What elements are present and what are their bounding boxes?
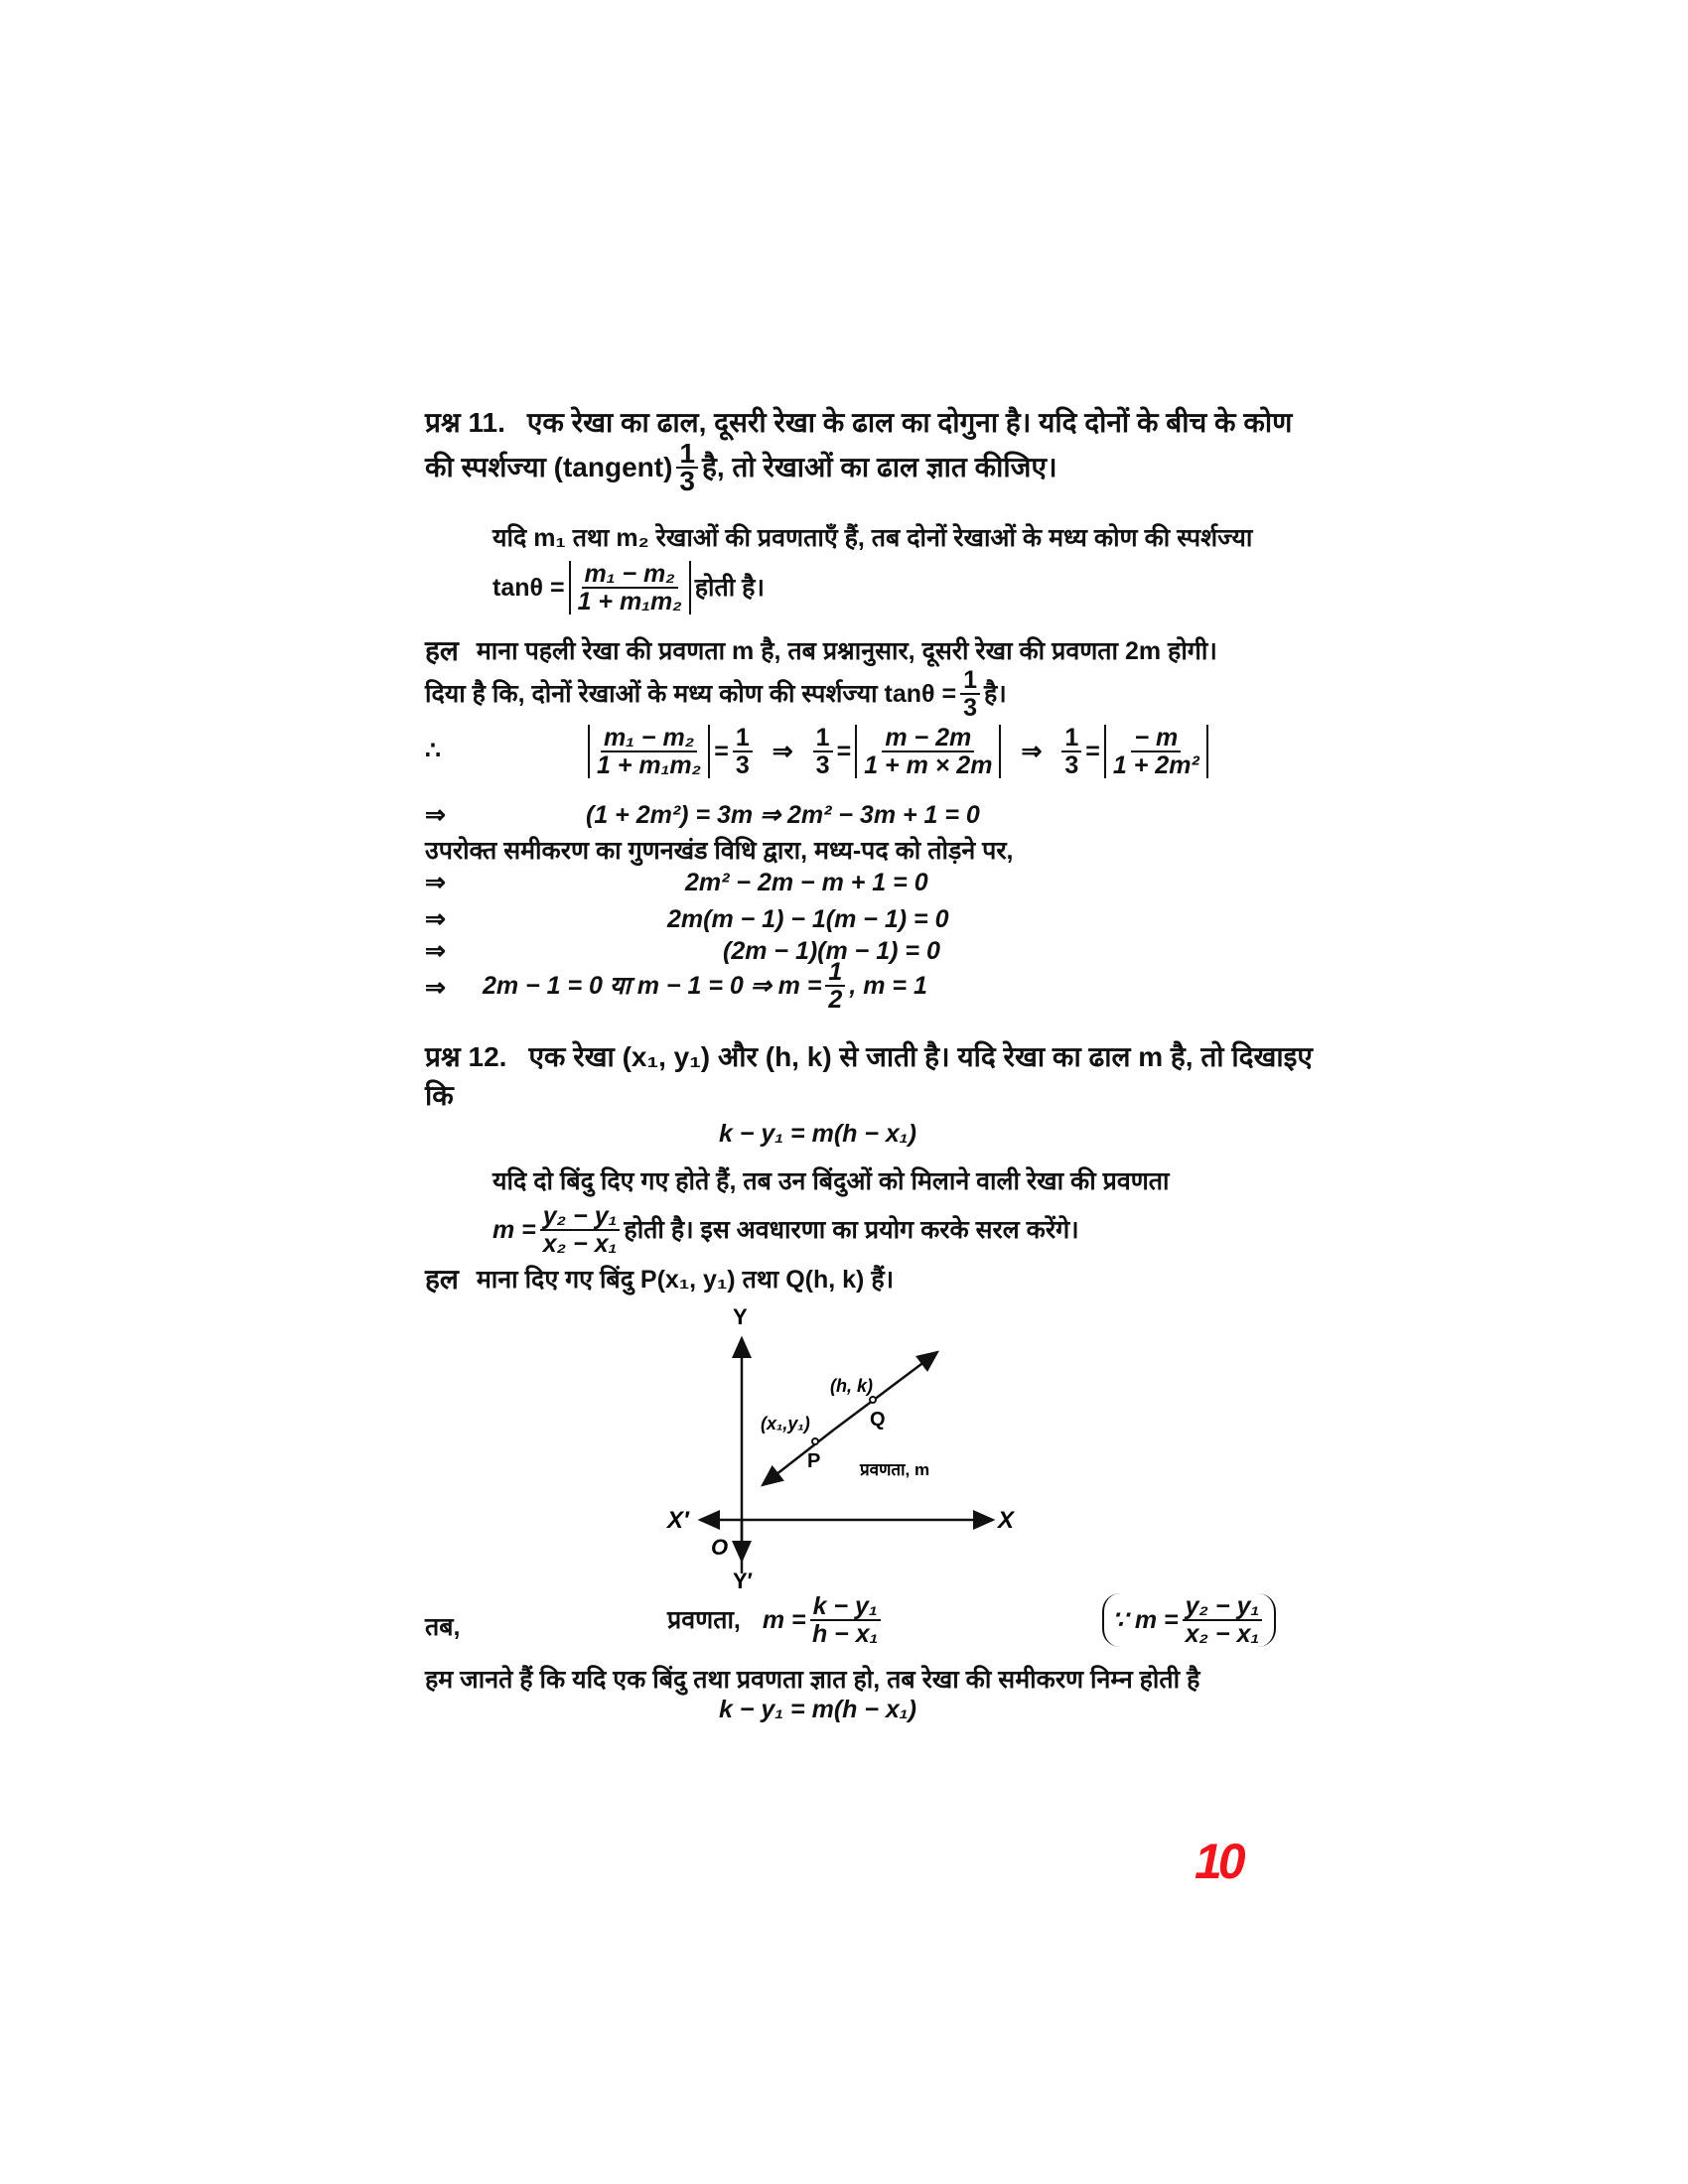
- denominator: 3: [815, 751, 830, 779]
- numerator: 1: [733, 725, 753, 752]
- slope-equation: [667, 1593, 885, 1647]
- fraction: [1061, 725, 1081, 778]
- fraction: [676, 438, 698, 496]
- origin-label: O: [711, 1535, 729, 1560]
- numerator: y₂ − y₁: [540, 1203, 621, 1231]
- m-equals: m =: [762, 1606, 806, 1634]
- step-arrow: ⇒: [425, 974, 446, 1002]
- final-answer: [483, 959, 927, 1013]
- solution-11-line-2: [425, 667, 1007, 721]
- equation-1: [584, 725, 1212, 778]
- denominator: 3: [1064, 751, 1079, 779]
- equals: =: [714, 738, 729, 765]
- fraction: [813, 725, 833, 778]
- note-11-formula: [492, 561, 765, 614]
- denominator: 1 + m₁m₂: [577, 588, 682, 615]
- fraction: [960, 667, 980, 721]
- abs-value: [569, 561, 691, 614]
- numerator: 1: [960, 667, 980, 695]
- p-label: P: [807, 1450, 821, 1472]
- solution-label: हल: [425, 635, 459, 666]
- question-12-line-2: कि: [425, 1080, 454, 1111]
- fraction: [1183, 1593, 1263, 1647]
- implies: ⇒: [772, 738, 793, 765]
- because-note: [1102, 1593, 1276, 1647]
- question-11-text: एक रेखा का ढाल, दूसरी रेखा के ढाल का दोगुना है। यदि दोनों के बीच के कोण: [526, 407, 1293, 438]
- note-12-formula: [492, 1203, 1079, 1257]
- step-equation: 2m² − 2m − m + 1 = 0: [685, 869, 928, 896]
- equals: =: [1085, 738, 1100, 765]
- numerator: m₁ − m₂: [601, 725, 697, 752]
- numerator: y₂ − y₁: [1183, 1593, 1263, 1621]
- numerator: 1: [813, 725, 833, 752]
- step-equation: (2m − 1)(m − 1) = 0: [723, 937, 940, 965]
- numerator: m − 2m: [882, 725, 974, 752]
- step-arrow: ⇒: [425, 905, 446, 933]
- numerator: k − y₁: [810, 1593, 881, 1621]
- question-12-text: एक रेखा (x₁, y₁) और (h, k) से जाती है। यदि रेखा का ढाल m है, तो दिखाइए: [528, 1041, 1313, 1072]
- denominator: h − x₁: [811, 1620, 879, 1648]
- denominator: x₂ − x₁: [542, 1230, 618, 1258]
- step-equation: 2m(m − 1) − 1(m − 1) = 0: [667, 905, 949, 933]
- question-11-line-1: [425, 407, 1292, 439]
- note-tail: होती है।: [694, 574, 765, 602]
- question-12-line-1: [425, 1041, 1313, 1073]
- abs-value: [588, 725, 710, 778]
- page-number: 10: [1195, 1834, 1242, 1889]
- final-text: 2m − 1 = 0 या m − 1 = 0 ⇒ m =: [483, 972, 822, 1000]
- coordinate-diagram: [645, 1300, 1062, 1598]
- denominator: 3: [735, 751, 750, 779]
- parenthesis: [1102, 1593, 1276, 1647]
- denominator: 3: [679, 466, 695, 496]
- y-label: Y: [733, 1304, 748, 1329]
- final-text-2: , m = 1: [849, 972, 927, 1000]
- x-label: X: [998, 1507, 1015, 1534]
- because-text: ∵ m =: [1112, 1606, 1179, 1634]
- numerator: m₁ − m₂: [582, 561, 678, 589]
- m-equals: m =: [492, 1216, 536, 1244]
- q-coordinates: (h, k): [830, 1376, 873, 1396]
- point-q: [870, 1397, 876, 1403]
- denominator: 2: [828, 986, 843, 1014]
- question-11-label: प्रश्न 11.: [425, 407, 505, 438]
- slope-text: प्रवणता,: [667, 1606, 741, 1634]
- solution-text-2: दिया है कि, दोनों रेखाओं के मध्य कोण की स्पर्शज्या tanθ =: [425, 680, 957, 708]
- denominator: 1 + m₁m₂: [597, 751, 702, 779]
- implies: ⇒: [1021, 738, 1043, 765]
- solution-text-3: है।: [984, 680, 1007, 708]
- factor-text: उपरोक्त समीकरण का गुणनखंड विधि द्वारा, मध्य-पद को तोड़ने पर,: [425, 837, 1014, 865]
- know-text: हम जानते हैं कि यदि एक बिंदु तथा प्रवणता ज्ञात हो, तब रेखा की समीकरण निम्न होती है: [425, 1666, 1200, 1694]
- y-neg-label: Y′: [733, 1569, 753, 1593]
- note-tail: होती है। इस अवधारणा का प्रयोग करके सरल करेंगे।: [624, 1216, 1079, 1244]
- question-12-equation: k − y₁ = m(h − x₁): [719, 1120, 916, 1148]
- question-11-line-2: [425, 438, 1057, 496]
- step-1-equation: (1 + 2m²) = 3m ⇒ 2m² − 3m + 1 = 0: [586, 801, 980, 829]
- tan-lhs: tanθ =: [492, 574, 565, 602]
- question-11-text-2: की स्पर्शज्या (tangent): [425, 452, 673, 482]
- abs-value: [855, 725, 1001, 778]
- denominator: 1 + m × 2m: [864, 751, 993, 779]
- denominator: 1 + 2m²: [1112, 751, 1199, 779]
- x-neg-label: X′: [667, 1507, 689, 1534]
- q-label: Q: [870, 1409, 886, 1431]
- therefore-symbol: ∴: [425, 737, 441, 764]
- numerator: 1: [676, 441, 698, 469]
- solution-text: माना पहली रेखा की प्रवणता m है, तब प्रश्नानुसार, दूसरी रेखा की प्रवणता 2m होगी।: [476, 637, 1217, 665]
- slope-label: प्रवणता, m: [860, 1460, 930, 1479]
- solution-text: माना दिए गए बिंदु P(x₁, y₁) तथा Q(h, k) हैं।: [476, 1266, 895, 1294]
- denominator: x₂ − x₁: [1185, 1620, 1260, 1648]
- numerator: − m: [1131, 725, 1181, 752]
- denominator: 3: [963, 694, 978, 722]
- numerator: 1: [1061, 725, 1081, 752]
- solution-11-line-1: [425, 635, 1217, 667]
- then-label: तब,: [425, 1613, 461, 1641]
- line-lower-arrow: [763, 1430, 834, 1485]
- equals: =: [836, 738, 852, 765]
- p-coordinates: (x₁,y₁): [761, 1414, 810, 1433]
- fraction: [825, 959, 845, 1013]
- note-12-line-1: यदि दो बिंदु दिए गए होते हैं, तब उन बिंदुओं को मिलाने वाली रेखा की प्रवणता: [492, 1167, 1170, 1195]
- fraction: [540, 1203, 621, 1257]
- step-arrow: ⇒: [425, 937, 446, 965]
- fraction: [810, 1593, 881, 1647]
- step-arrow: ⇒: [425, 869, 446, 896]
- abs-value: [1104, 725, 1208, 778]
- final-equation: k − y₁ = m(h − x₁): [719, 1696, 916, 1723]
- step-arrow: ⇒: [425, 801, 446, 829]
- question-12-label: प्रश्न 12.: [425, 1041, 507, 1072]
- fraction: [733, 725, 753, 778]
- note-11-line-1: यदि m₁ तथा m₂ रेखाओं की प्रवणताएँ हैं, तब दोनों रेखाओं के मध्य कोण की स्पर्शज्या: [492, 524, 1253, 552]
- question-11-text-3: है, तो रेखाओं का ढाल ज्ञात कीजिए।: [702, 452, 1057, 482]
- solution-label: हल: [425, 1264, 459, 1295]
- point-p: [812, 1438, 818, 1444]
- numerator: 1: [825, 959, 845, 987]
- solution-12-line-1: [425, 1264, 894, 1296]
